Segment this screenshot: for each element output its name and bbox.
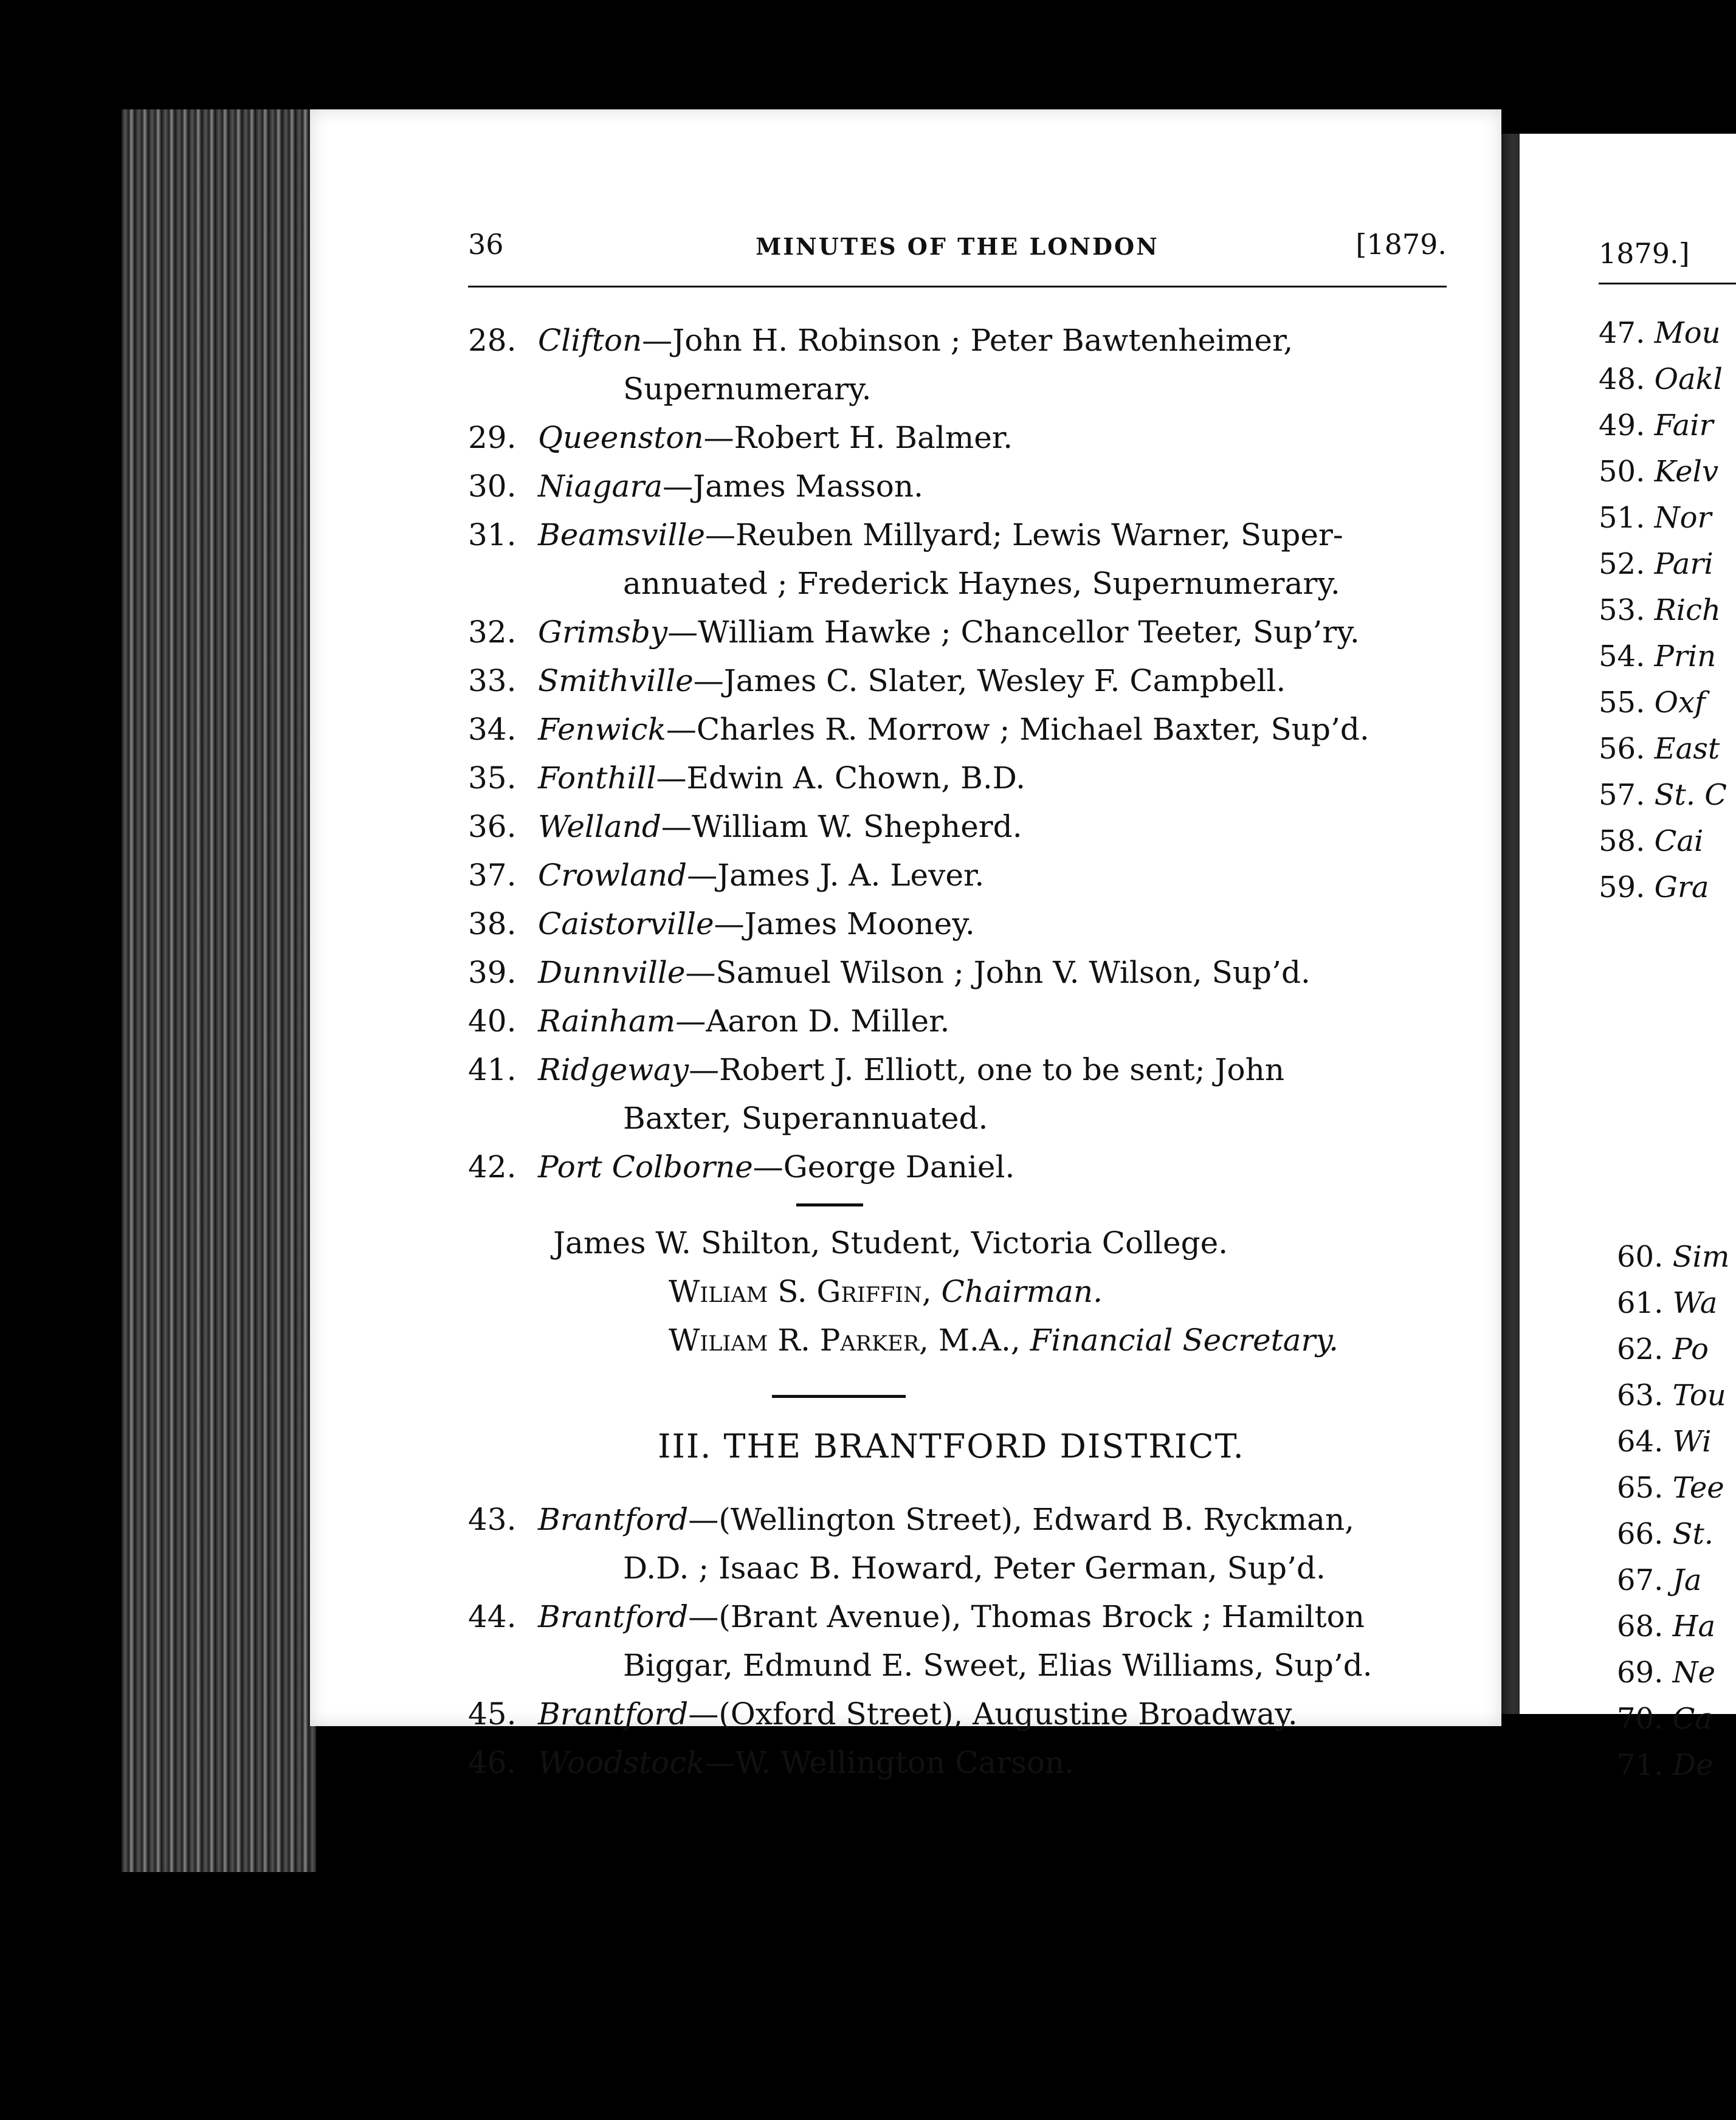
continuation-text: annuated ; Frederick Haynes, Supernumerary. xyxy=(623,566,1340,601)
entry-number: 64. xyxy=(1617,1425,1664,1459)
right-entry xyxy=(1617,1650,1729,1696)
place-fragment: Ja xyxy=(1672,1563,1702,1597)
district-circuit-list xyxy=(468,1495,1435,1787)
place-fragment: Wi xyxy=(1672,1425,1712,1459)
entry-number: 42. xyxy=(468,1149,517,1185)
place-name: Ridgeway xyxy=(538,1052,689,1087)
appointment-text: —Reuben Millyard; Lewis Warner, Super- xyxy=(705,517,1343,552)
right-running-year: 1879.] xyxy=(1599,237,1690,270)
right-entry xyxy=(1617,1696,1729,1742)
circuit-entry xyxy=(468,1495,1435,1592)
place-name: Brantford xyxy=(538,1502,689,1537)
entry-number: 29. xyxy=(468,420,517,455)
place-fragment: Mou xyxy=(1654,316,1721,350)
entry-number: 39. xyxy=(468,955,517,990)
circuit-entry xyxy=(468,656,1435,705)
entry-number: 48. xyxy=(1599,362,1645,396)
place-fragment: Nor xyxy=(1654,501,1712,535)
running-head xyxy=(468,228,1447,264)
entry-number: 34. xyxy=(468,712,517,747)
circuit-entry xyxy=(468,705,1435,754)
district-heading: III. THE BRANTFORD DISTRICT. xyxy=(658,1427,1245,1465)
entry-number: 35. xyxy=(468,760,517,796)
signatory-role: Chairman. xyxy=(941,1274,1103,1309)
entry-number: 31. xyxy=(468,517,517,552)
place-fragment: Gra xyxy=(1654,870,1709,904)
place-fragment: East xyxy=(1654,732,1720,766)
entry-number: 28. xyxy=(468,323,517,358)
right-entry xyxy=(1599,495,1727,541)
right-entry xyxy=(1599,449,1727,495)
circuit-entry xyxy=(468,1143,1435,1191)
appointment-text: —James Masson. xyxy=(663,469,924,504)
signatory-role: Financial Secretary. xyxy=(1030,1323,1338,1358)
appointment-text: —Robert J. Elliott, one to be sent; John xyxy=(689,1052,1285,1087)
place-name: Caistorville xyxy=(538,906,714,941)
signatory-name: Wiliam S. Griffin, xyxy=(669,1274,932,1309)
right-entry xyxy=(1599,587,1727,633)
place-fragment: St. C xyxy=(1654,778,1727,812)
right-page xyxy=(1520,134,1736,1782)
entry-number: 66. xyxy=(1617,1517,1664,1551)
right-header-rule xyxy=(1599,283,1736,284)
circuit-entry xyxy=(468,511,1435,608)
right-entry xyxy=(1617,1326,1729,1372)
right-entry xyxy=(1617,1465,1729,1511)
entry-number: 51. xyxy=(1599,501,1645,535)
circuit-entry xyxy=(468,802,1435,851)
right-entry xyxy=(1617,1511,1729,1557)
place-name: Brantford xyxy=(538,1696,689,1732)
appointment-text: —George Daniel. xyxy=(753,1149,1015,1185)
place-name: Welland xyxy=(538,809,661,844)
place-fragment: Ha xyxy=(1672,1609,1716,1643)
circuit-entry xyxy=(468,413,1435,462)
place-fragment: Kelv xyxy=(1654,455,1719,489)
place-name: Crowland xyxy=(538,858,687,893)
signatory-name: Wiliam R. Parker, M.A., xyxy=(669,1323,1021,1358)
continuation-text: Biggar, Edmund E. Sweet, Elias Williams, Sup’d. xyxy=(623,1648,1373,1683)
place-fragment: Ne xyxy=(1672,1656,1716,1690)
section-divider xyxy=(796,1203,863,1206)
entry-number: 61. xyxy=(1617,1286,1664,1320)
right-circuit-list-top xyxy=(1599,310,1727,910)
entry-number: 54. xyxy=(1599,639,1645,673)
appointment-text: —James J. A. Lever. xyxy=(687,858,985,893)
entry-number: 71. xyxy=(1617,1748,1664,1782)
right-entry xyxy=(1599,772,1727,818)
entry-number: 46. xyxy=(468,1745,517,1780)
right-entry xyxy=(1617,1372,1729,1419)
entry-number: 33. xyxy=(468,663,517,698)
circuit-entry xyxy=(468,1045,1435,1143)
entry-number: 68. xyxy=(1617,1609,1664,1643)
place-fragment: Wa xyxy=(1672,1286,1718,1320)
entry-number: 50. xyxy=(1599,455,1645,489)
appointment-text: —Robert H. Balmer. xyxy=(703,420,1013,455)
circuit-entry xyxy=(468,754,1435,802)
place-name: Fonthill xyxy=(538,760,656,796)
right-entry xyxy=(1617,1280,1729,1326)
right-entry xyxy=(1599,402,1727,449)
entry-number: 60. xyxy=(1617,1240,1664,1274)
signature-line xyxy=(468,1267,1435,1316)
place-fragment: Tou xyxy=(1672,1378,1726,1413)
running-year: [1879. xyxy=(1355,228,1447,261)
entry-number: 63. xyxy=(1617,1378,1664,1413)
student-line: James W. Shilton, Student, Victoria College. xyxy=(553,1225,1228,1261)
place-name: Smithville xyxy=(538,663,694,698)
right-entry xyxy=(1599,864,1727,910)
right-entry xyxy=(1599,356,1727,402)
place-fragment: De xyxy=(1672,1748,1714,1782)
place-fragment: Ca xyxy=(1672,1702,1712,1736)
right-circuit-list-bottom xyxy=(1617,1234,1729,1788)
entry-number: 65. xyxy=(1617,1471,1664,1505)
circuit-entry xyxy=(468,316,1435,413)
right-entry xyxy=(1599,633,1727,680)
entry-number: 43. xyxy=(468,1502,517,1537)
right-entry xyxy=(1617,1603,1729,1650)
place-name: Beamsville xyxy=(538,517,706,552)
entry-number: 62. xyxy=(1617,1332,1664,1366)
circuit-entry xyxy=(468,608,1435,656)
appointment-text: —Samuel Wilson ; John V. Wilson, Sup’d. xyxy=(685,955,1311,990)
entry-number: 55. xyxy=(1599,686,1645,720)
continuation-text: Supernumerary. xyxy=(623,371,872,407)
continuation-text: D.D. ; Isaac B. Howard, Peter German, Sup’d. xyxy=(623,1550,1326,1586)
place-name: Niagara xyxy=(538,469,663,504)
appointment-text: —Charles R. Morrow ; Michael Baxter, Sup’d. xyxy=(666,712,1369,747)
appointment-text: —William Hawke ; Chancellor Teeter, Sup’ry. xyxy=(667,614,1360,650)
right-entry xyxy=(1599,726,1727,772)
right-entry xyxy=(1617,1742,1729,1788)
appointment-text: —John H. Robinson ; Peter Bawtenheimer, xyxy=(642,323,1293,358)
place-fragment: Rich xyxy=(1654,593,1721,627)
appointment-text: —(Wellington Street), Edward B. Ryckman, xyxy=(688,1502,1355,1537)
right-entry xyxy=(1599,310,1727,356)
place-name: Fenwick xyxy=(538,712,666,747)
left-page xyxy=(310,109,1501,1780)
circuit-entry xyxy=(468,851,1435,900)
entry-number: 70. xyxy=(1617,1702,1664,1736)
circuit-entry xyxy=(468,948,1435,997)
entry-number: 40. xyxy=(468,1003,517,1039)
appointment-text: —William W. Shepherd. xyxy=(661,809,1022,844)
district-divider xyxy=(772,1395,906,1398)
entry-number: 37. xyxy=(468,858,517,893)
right-entry xyxy=(1617,1234,1729,1280)
place-name: Rainham xyxy=(538,1003,676,1039)
right-entry xyxy=(1617,1419,1729,1465)
place-fragment: Tee xyxy=(1672,1471,1724,1505)
header-rule xyxy=(468,286,1447,287)
page-number: 36 xyxy=(468,228,504,261)
circuit-entry xyxy=(468,1592,1435,1690)
entries-block xyxy=(468,316,1435,1787)
appointment-text: —(Oxford Street), Augustine Broadway. xyxy=(688,1696,1298,1732)
circuit-entry xyxy=(468,462,1435,511)
book-spine-edge xyxy=(122,109,316,1872)
right-entry xyxy=(1617,1557,1729,1603)
appointment-text: —Aaron D. Miller. xyxy=(675,1003,950,1039)
right-entry xyxy=(1599,818,1727,864)
circuit-entry xyxy=(468,1738,1435,1787)
circuit-entry xyxy=(468,1690,1435,1738)
appointment-text: —James Mooney. xyxy=(714,906,975,941)
entry-number: 30. xyxy=(468,469,517,504)
place-fragment: Oxf xyxy=(1654,686,1706,720)
place-fragment: Po xyxy=(1672,1332,1709,1366)
entry-number: 44. xyxy=(468,1599,517,1634)
entry-number: 52. xyxy=(1599,547,1645,581)
place-fragment: Cai xyxy=(1654,824,1704,858)
entry-number: 38. xyxy=(468,906,517,941)
circuit-entry xyxy=(468,900,1435,948)
place-name: Grimsby xyxy=(538,614,668,650)
place-fragment: Sim xyxy=(1672,1240,1730,1274)
place-name: Clifton xyxy=(538,323,642,358)
place-fragment: St. xyxy=(1672,1517,1714,1551)
place-fragment: Fair xyxy=(1654,408,1714,442)
entry-number: 59. xyxy=(1599,870,1645,904)
entry-number: 41. xyxy=(468,1052,517,1087)
entry-number: 49. xyxy=(1599,408,1645,442)
continuation-text: Baxter, Superannuated. xyxy=(623,1101,988,1136)
place-name: Woodstock xyxy=(538,1745,705,1780)
entry-number: 58. xyxy=(1599,824,1645,858)
signature-line xyxy=(468,1316,1435,1365)
place-fragment: Oakl xyxy=(1654,362,1723,396)
place-name: Dunnville xyxy=(538,955,686,990)
entry-number: 47. xyxy=(1599,316,1645,350)
entry-number: 56. xyxy=(1599,732,1645,766)
place-name: Port Colborne xyxy=(538,1149,753,1185)
place-name: Queenston xyxy=(538,420,704,455)
entry-number: 67. xyxy=(1617,1563,1664,1597)
place-fragment: Pari xyxy=(1654,547,1714,581)
place-name: Brantford xyxy=(538,1599,689,1634)
entry-number: 57. xyxy=(1599,778,1645,812)
entry-number: 69. xyxy=(1617,1656,1664,1690)
entry-number: 53. xyxy=(1599,593,1645,627)
running-title: MINUTES OF THE LONDON xyxy=(756,233,1159,260)
right-entry xyxy=(1599,541,1727,587)
appointment-text: —W. Wellington Carson. xyxy=(704,1745,1075,1780)
place-fragment: Prin xyxy=(1654,639,1717,673)
circuit-entry xyxy=(468,997,1435,1045)
signature-block xyxy=(468,1267,1435,1365)
appointment-text: —(Brant Avenue), Thomas Brock ; Hamilton xyxy=(688,1599,1365,1634)
entry-number: 32. xyxy=(468,614,517,650)
circuit-list xyxy=(468,316,1435,1191)
entry-number: 45. xyxy=(468,1696,517,1732)
appointment-text: —Edwin A. Chown, B.D. xyxy=(656,760,1026,796)
right-entry xyxy=(1599,680,1727,726)
appointment-text: —James C. Slater, Wesley F. Campbell. xyxy=(693,663,1286,698)
entry-number: 36. xyxy=(468,809,517,844)
